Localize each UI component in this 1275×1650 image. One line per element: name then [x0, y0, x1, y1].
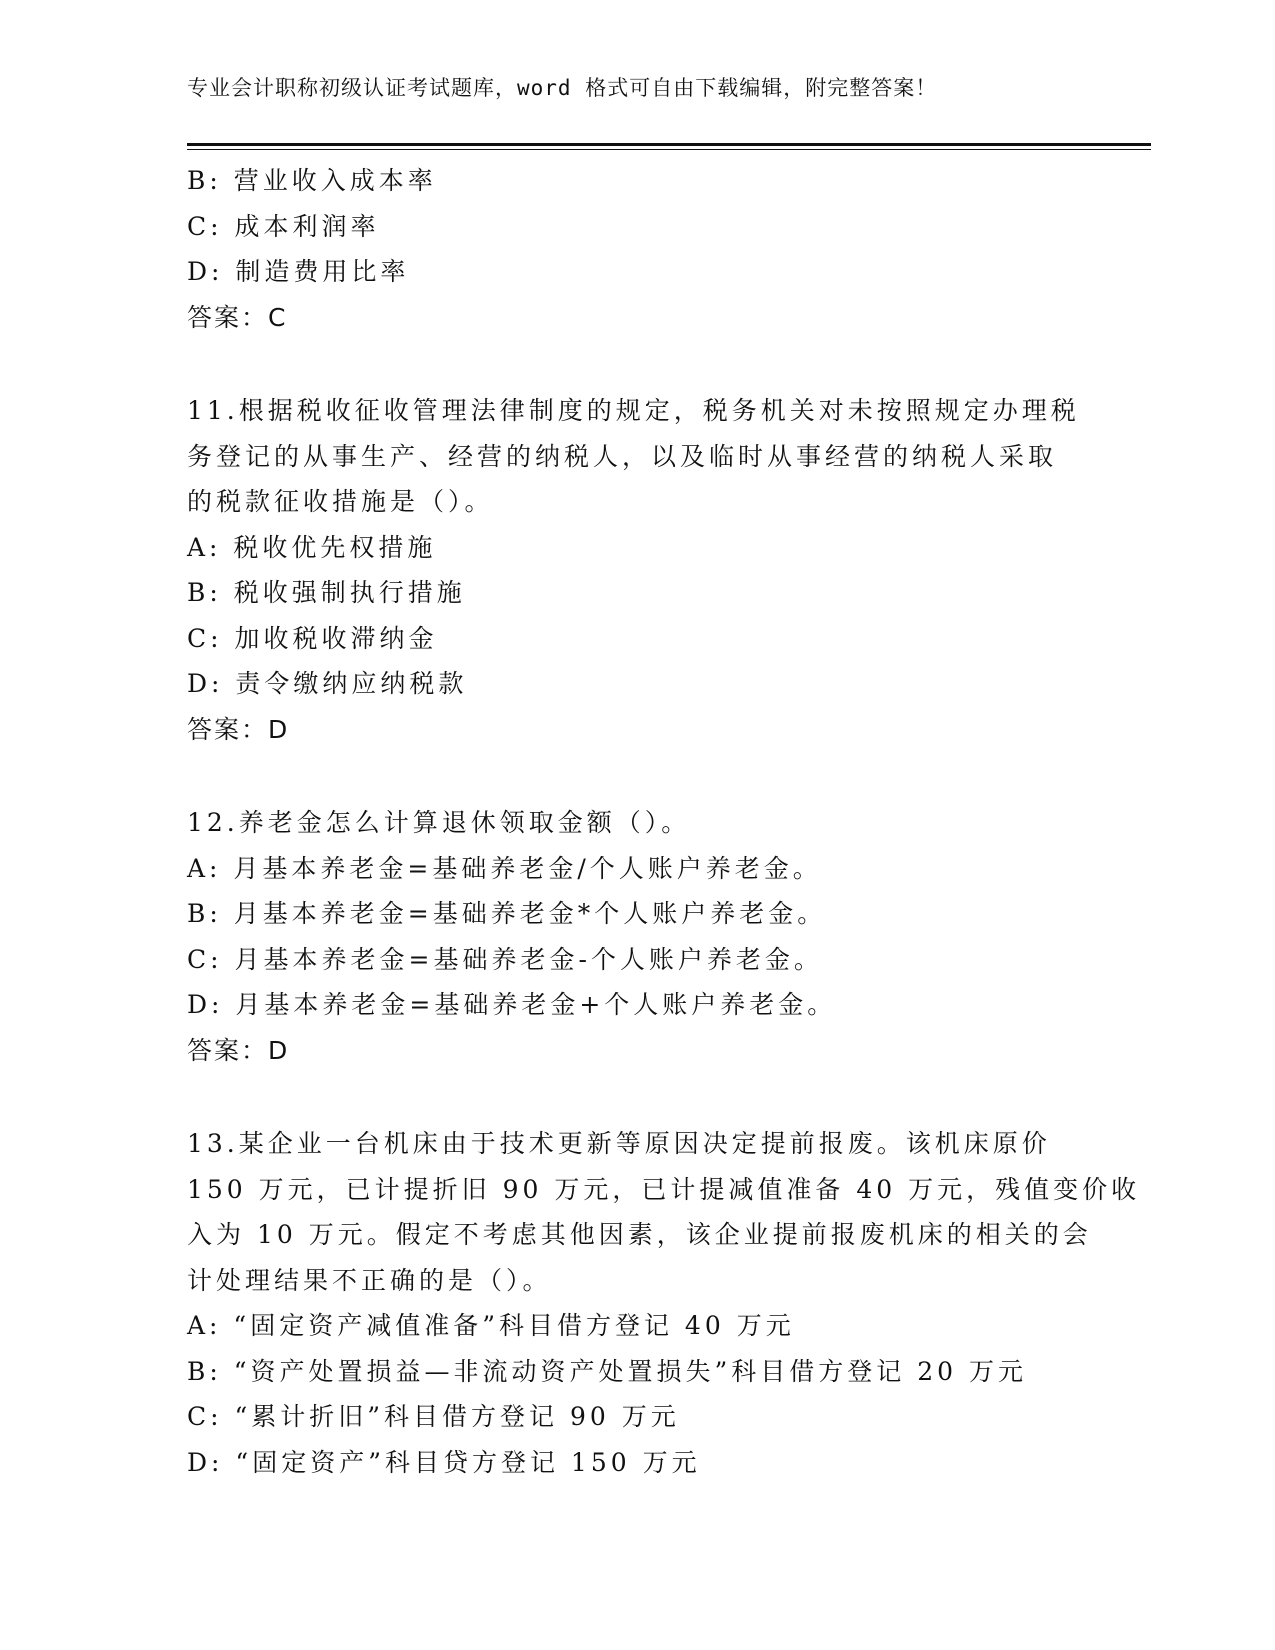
option-b: B: 月基本养老金=基础养老金*个人账户养老金。	[187, 899, 827, 928]
question-stem-line: 入为 10 万元。假定不考虑其他因素，该企业提前报废机床的相关的会	[187, 1220, 1092, 1249]
header-rule-thin	[187, 149, 1151, 150]
option-c: C: 月基本养老金=基础养老金-个人账户养老金。	[187, 944, 823, 974]
option-a: A: “固定资产减值准备”科目借方登记 40 万元	[187, 1311, 795, 1340]
question-11	[187, 388, 1087, 752]
option-d: D: “固定资产”科目贷方登记 150 万元	[187, 1447, 701, 1477]
question-stem-line: 12.养老金怎么计算退休领取金额（）。	[187, 808, 691, 837]
question-10-tail	[187, 158, 1087, 340]
spacer	[187, 340, 1087, 388]
option-b: B: 税收强制执行措施	[187, 578, 466, 607]
option-a: A: 税收优先权措施	[187, 532, 437, 562]
document-body	[187, 158, 1141, 1485]
header-rule-thick	[187, 143, 1151, 146]
option-c: C: “累计折旧”科目借方登记 90 万元	[187, 1402, 680, 1431]
question-13	[187, 1121, 1141, 1485]
option-d: D: 责令缴纳应纳税款	[187, 669, 468, 698]
spacer	[187, 1073, 1087, 1121]
option-c: C: 成本利润率	[187, 211, 380, 241]
option-a: A: 月基本养老金=基础养老金/个人账户养老金。	[187, 853, 822, 883]
question-stem-line: 务登记的从事生产、经营的纳税人，以及临时从事经营的纳税人采取	[187, 441, 1058, 471]
question-stem-line: 11.根据税收征收管理法律制度的规定，税务机关对未按照规定办理税	[187, 396, 1080, 425]
option-b: B: 营业收入成本率	[187, 166, 437, 195]
page-header: 专业会计职称初级认证考试题库，word 格式可自由下载编辑，附完整答案！	[187, 76, 938, 100]
question-stem-line: 的税款征收措施是（）。	[187, 487, 494, 516]
option-b: B: “资产处置损益—非流动资产处置损失”科目借方登记 20 万元	[187, 1356, 1028, 1386]
question-stem-line: 13.某企业一台机床由于技术更新等原因决定提前报废。该机床原价	[187, 1129, 1051, 1158]
answer-line: 答案：C	[187, 302, 288, 332]
option-d: D: 制造费用比率	[187, 257, 410, 286]
question-stem-line: 150 万元，已计提折旧 90 万元，已计提减值准备 40 万元，残值变价收	[187, 1174, 1141, 1204]
spacer	[187, 752, 1087, 800]
question-stem-line: 计处理结果不正确的是（）。	[187, 1265, 552, 1295]
answer-line: 答案：D	[187, 714, 290, 744]
answer-line: 答案：D	[187, 1035, 290, 1065]
option-d: D: 月基本养老金=基础养老金+个人账户养老金。	[187, 990, 837, 1019]
question-12	[187, 800, 1087, 1073]
option-c: C: 加收税收滞纳金	[187, 623, 438, 653]
